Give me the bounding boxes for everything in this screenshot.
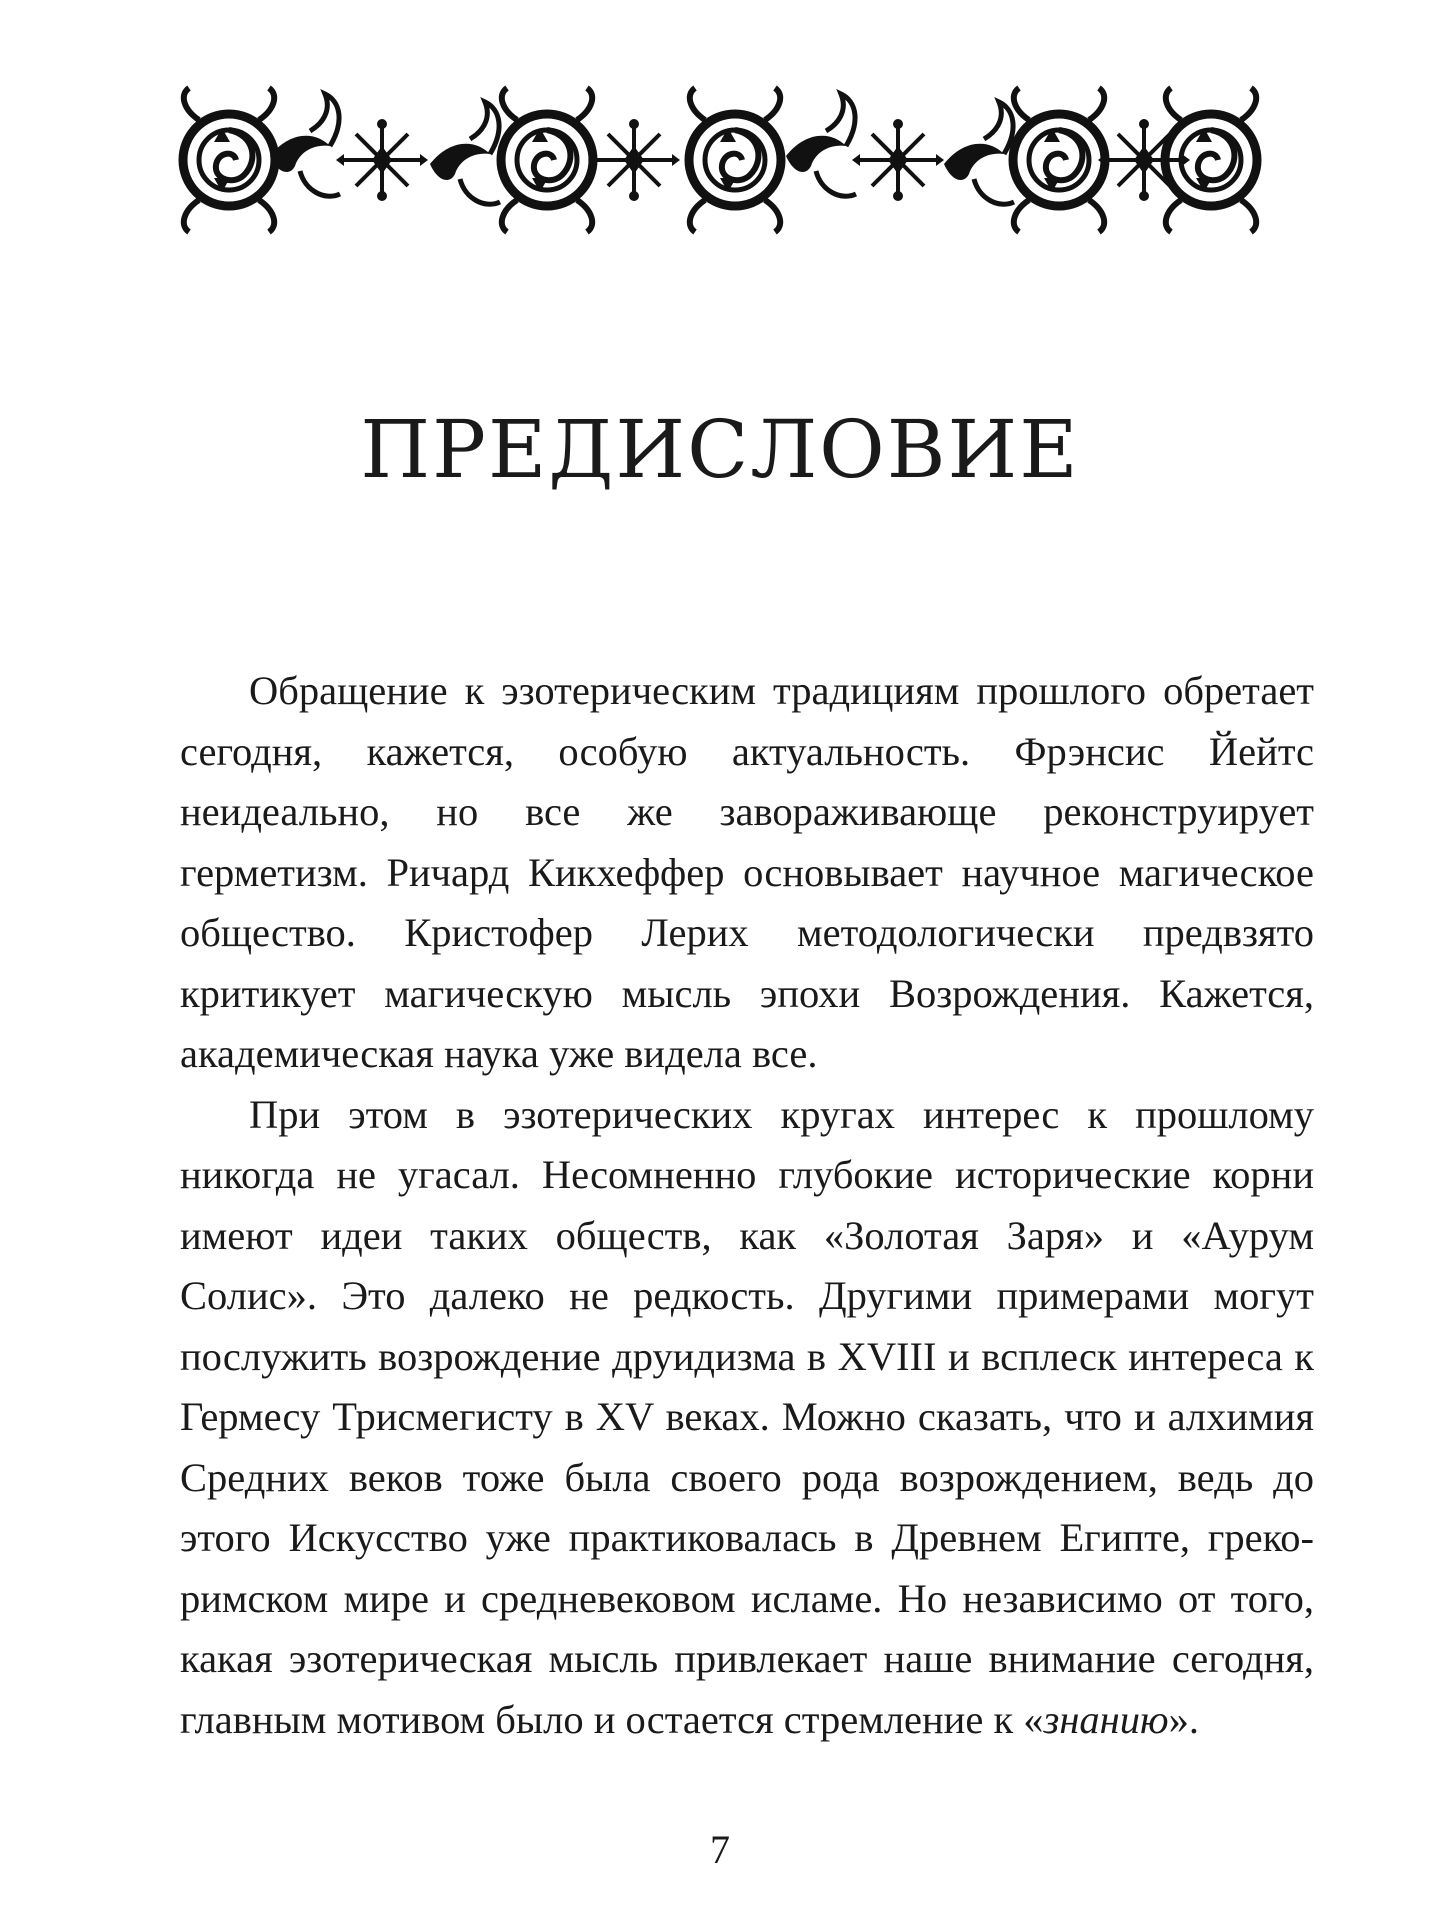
body-text: [180, 661, 1314, 1750]
ornament-border-icon: [174, 80, 1266, 240]
emphasized-word: знанию: [1043, 1696, 1169, 1742]
paragraph: [180, 661, 1314, 1085]
paragraph-text: Обращение к эзотерическим традициям прошлого обретает сегодня, кажется, особую актуальность. Фрэнсис Йейтс неидеально, но все же завораживающе реконструирует герметизм. Ричард Кикхеффер основывает научное магическое общество. Кристофер Лерих методологически предвзято критикует магическую мысль эпохи Возрождения. Кажется, академическая наука уже видела все.: [180, 668, 1314, 1076]
chapter-title: ПРЕДИСЛОВИЕ: [360, 403, 1080, 496]
paragraph-text: При этом в эзотерических кругах интерес к прошлому никогда не угасал. Несомненно глубокие исторические корни имеют идеи таких обществ, как «Золотая Заря» и «Аурум Солис». Это далеко не редкость. Другими примерами могут послужить возрождение друидизма в XVIII и всплеск интереса к Гермесу Трисмегисту в XV веках. Можно сказать, что и алхимия Средних веков тоже была своего рода возрождением, ведь до этого Искусство уже практиковалась в Древнем Египте, греко-римском мире и средневековом исламе. Но независимо от того, какая эзотерическая мысль привлекает наше внимание сегодня, главным мотивом было и остается стремление к «: [180, 1091, 1314, 1742]
page-number: 7: [710, 1827, 730, 1872]
paragraph-text-end: ».: [1168, 1696, 1199, 1742]
paragraph: [180, 1085, 1314, 1751]
